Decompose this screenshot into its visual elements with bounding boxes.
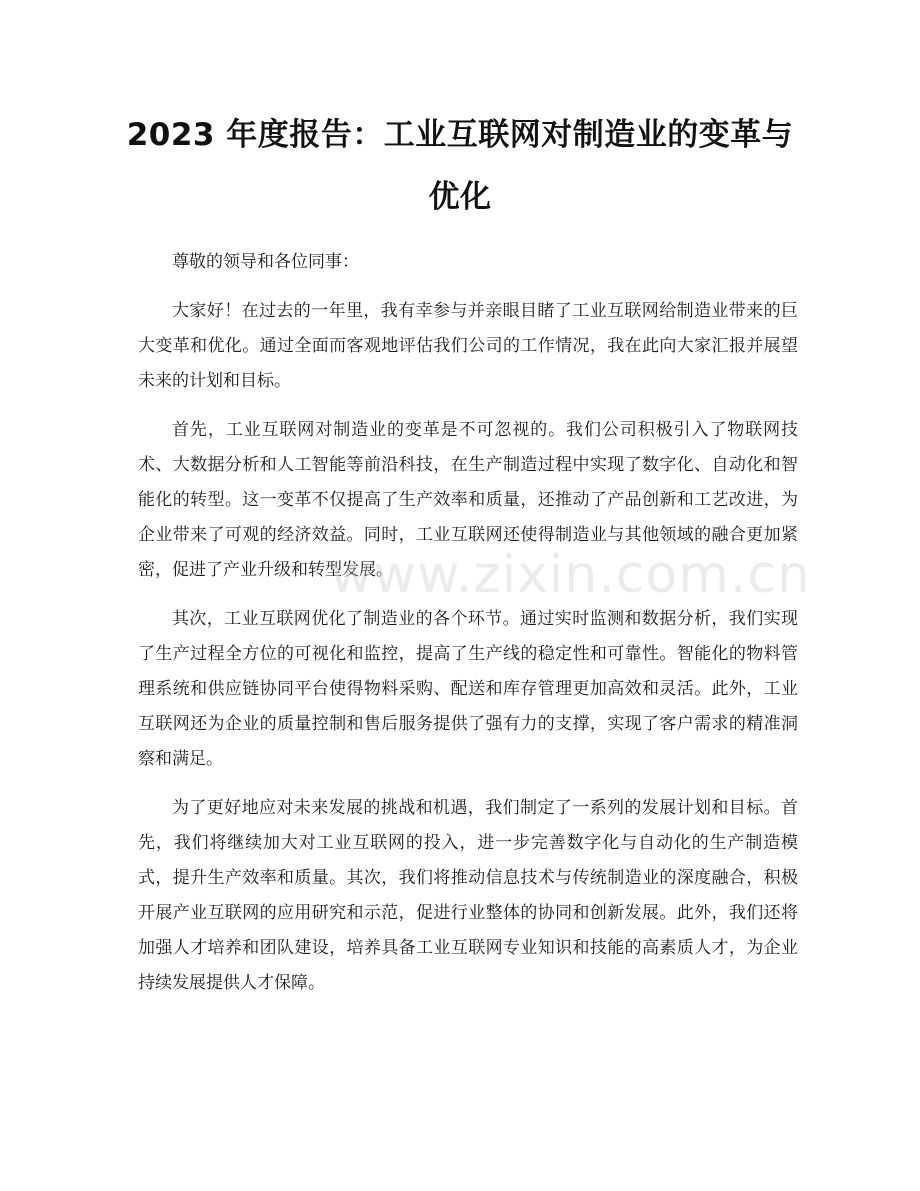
paragraph-4: 为了更好地应对未来发展的挑战和机遇，我们制定了一系列的发展计划和目标。首先，我们将继续加大对工业互联网的投入，进一步完善数字化与自动化的生产制造模式，提升生产效率和质量。其次，我们将推动信息技术与传统制造业的深度融合，积极开展产业互联网的应用研究和示范，促进行业整体的协同和创新发展。此外，我们还将加强人才培养和团队建设，培养具备工业互联网专业知识和技能的高素质人才，为企业持续发展提供人才保障。 bbox=[138, 798, 798, 993]
paragraph-1: 大家好！在过去的一年里，我有幸参与并亲眼目睹了工业互联网给制造业带来的巨大变革和优化。通过全面而客观地评估我们公司的工作情况，我在此向大家汇报并展望未来的计划和目标。 bbox=[138, 301, 798, 391]
document-body bbox=[138, 245, 798, 1015]
paragraph-3: 其次，工业互联网优化了制造业的各个环节。通过实时监测和数据分析，我们实现了生产过程全方位的可视化和监控，提高了生产线的稳定性和可靠性。智能化的物料管理系统和供应链协同平台使得物料采购、配送和库存管理更加高效和灵活。此外，工业互联网还为企业的质量控制和售后服务提供了强有力的支撑，实现了客户需求的精准洞察和满足。 bbox=[138, 609, 798, 769]
paragraph-2: 首先，工业互联网对制造业的变革是不可忽视的。我们公司积极引入了物联网技术、大数据分析和人工智能等前沿科技，在生产制造过程中实现了数字化、自动化和智能化的转型。这一变革不仅提高了生产效率和质量，还推动了产品创新和工艺改进，为企业带来了可观的经济效益。同时，工业互联网还使得制造业与其他领域的融合更加紧密，促进了产业升级和转型发展。 bbox=[138, 420, 798, 580]
document-title: 2023 年度报告：工业互联网对制造业的变革与优化 bbox=[126, 117, 794, 215]
watermark: www.zixin.com.cn bbox=[330, 545, 811, 605]
salutation: 尊敬的领导和各位同事： bbox=[172, 252, 359, 272]
